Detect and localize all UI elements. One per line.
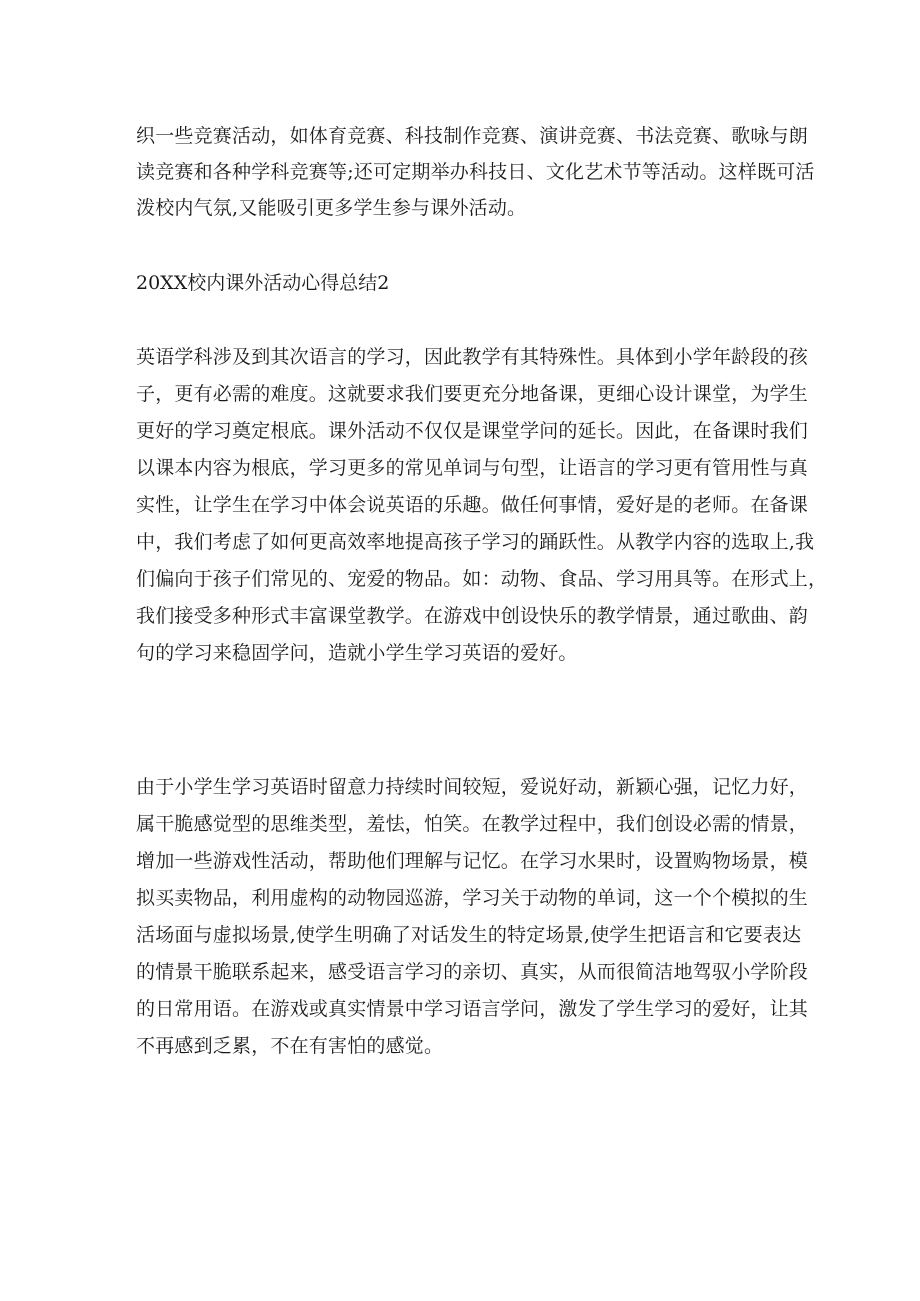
text-line: 的情景干脆联系起来，感受语言学习的亲切、真实，从而很简洁地驾驭小学阶段 — [136, 961, 809, 983]
text-line: 拟买卖物品，利用虚构的动物园巡游，学习关于动物的单词，这一个个模拟的生 — [136, 887, 809, 909]
text-line: 子，更有必需的难度。这就要求我们要更充分地备课，更细心设计课堂，为学生 — [136, 383, 809, 405]
text-line: 更好的学习奠定根底。课外活动不仅仅是课堂学问的延长。因此，在备课时我们 — [136, 420, 809, 442]
section-heading: 20XX校内课外活动心得总结2 — [136, 272, 390, 294]
text-line: 属干脆感觉型的思维类型，羞怯，怕笑。在教学过程中，我们创设必需的情景， — [136, 813, 809, 835]
text-line: 读竞赛和各种学科竞赛等;还可定期举办科技日、文化艺术节等活动。这样既可活 — [136, 161, 815, 183]
text-line: 不再感到乏累，不在有害怕的感觉。 — [136, 1035, 444, 1057]
text-line: 以课本内容为根底，学习更多的常见单词与句型，让语言的学习更有管用性与真 — [136, 457, 809, 479]
text-line: 织一些竞赛活动，如体育竞赛、科技制作竞赛、演讲竞赛、书法竞赛、歌咏与朗 — [136, 125, 809, 147]
text-line: 英语学科涉及到其次语言的学习，因此教学有其特殊性。具体到小学年龄段的孩 — [136, 346, 809, 368]
text-line: 中，我们考虑了如何更高效率地提高孩子学习的踊跃性。从教学内容的选取上,我 — [136, 531, 815, 553]
intro-paragraph — [136, 118, 815, 226]
text-line: 们偏向于孩子们常见的、宠爱的物品。如：动物、食品、学习用具等。在形式上， — [136, 568, 828, 590]
text-line: 句的学习来稳固学问，造就小学生学习英语的爱好。 — [136, 642, 578, 664]
text-line: 由于小学生学习英语时留意力持续时间较短，爱说好动，新颖心强，记忆力好， — [136, 776, 809, 798]
text-line: 泼校内气氛,又能吸引更多学生参与课外活动。 — [136, 197, 527, 219]
paragraph-two — [136, 769, 809, 1065]
text-line: 我们接受多种形式丰富课堂教学。在游戏中创设快乐的教学情景，通过歌曲、韵 — [136, 605, 809, 627]
text-line: 活场面与虚拟场景,使学生明确了对话发生的特定场景,使学生把语言和它要表达 — [136, 924, 802, 946]
text-line: 实性，让学生在学习中体会说英语的乐趣。做任何事情，爱好是的老师。在备课 — [136, 494, 809, 516]
text-line: 增加一些游戏性活动，帮助他们理解与记忆。在学习水果时，设置购物场景，模 — [136, 850, 809, 872]
paragraph-one — [136, 339, 828, 672]
text-line: 的日常用语。在游戏或真实情景中学习语言学问，激发了学生学习的爱好，让其 — [136, 998, 809, 1020]
